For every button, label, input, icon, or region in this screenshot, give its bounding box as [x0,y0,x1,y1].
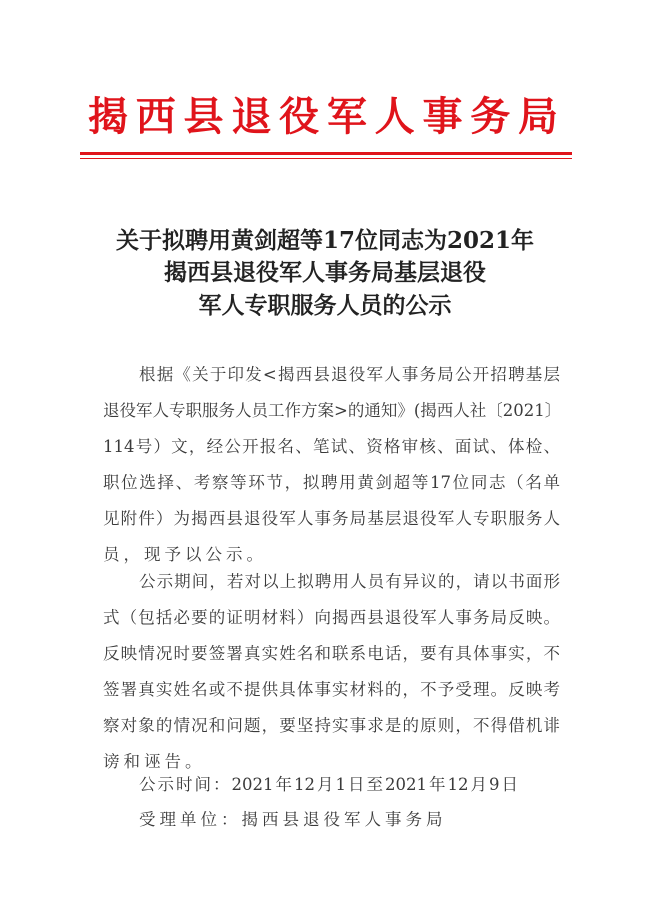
receiving-unit: 受理单位：揭西县退役军人事务局 [139,810,447,829]
red-divider-thin [80,158,572,159]
body-line: 根据《关于印发<揭西县退役军人事务局公开招聘基层 [139,365,560,384]
body-line: 反映情况时要签署真实姓名和联系电话，要有具体事实，不 [103,644,560,663]
body-line: 见附件）为揭西县退役军人事务局基层退役军人专职服务人 [103,509,560,528]
document-title-line: 揭西县退役军人事务局基层退役 [164,259,486,286]
body-line: 谤和诬告。 [103,752,206,771]
body-line: 职位选择、考察等环节，拟聘用黄剑超等17位同志（名单 [103,473,560,492]
body-line: 员，现予以公示。 [103,545,267,564]
red-divider-thick [80,152,572,155]
publicity-period: 公示时间：2021年12月1日至2021年12月9日 [139,775,518,794]
body-line: 签署真实姓名或不提供具体事实材料的，不予受理。反映考 [103,680,560,699]
document-title-line: 军人专职服务人员的公示 [198,292,452,319]
body-line: 式（包括必要的证明材料）向揭西县退役军人事务局反映。 [103,608,560,627]
issuing-org-header: 揭西县退役军人事务局 [88,93,558,140]
document-title-line: 关于拟聘用黄剑超等17位同志为2021年 [115,227,535,254]
body-line: 公示期间，若对以上拟聘用人员有异议的，请以书面形 [139,572,560,591]
body-line: 退役军人专职服务人员工作方案>的通知》(揭西人社〔2021〕 [103,401,562,420]
body-line: 察对象的情况和问题，要坚持实事求是的原则，不得借机诽 [103,716,560,735]
body-line: 114号）文，经公开报名、笔试、资格审核、面试、体检、 [103,437,560,456]
